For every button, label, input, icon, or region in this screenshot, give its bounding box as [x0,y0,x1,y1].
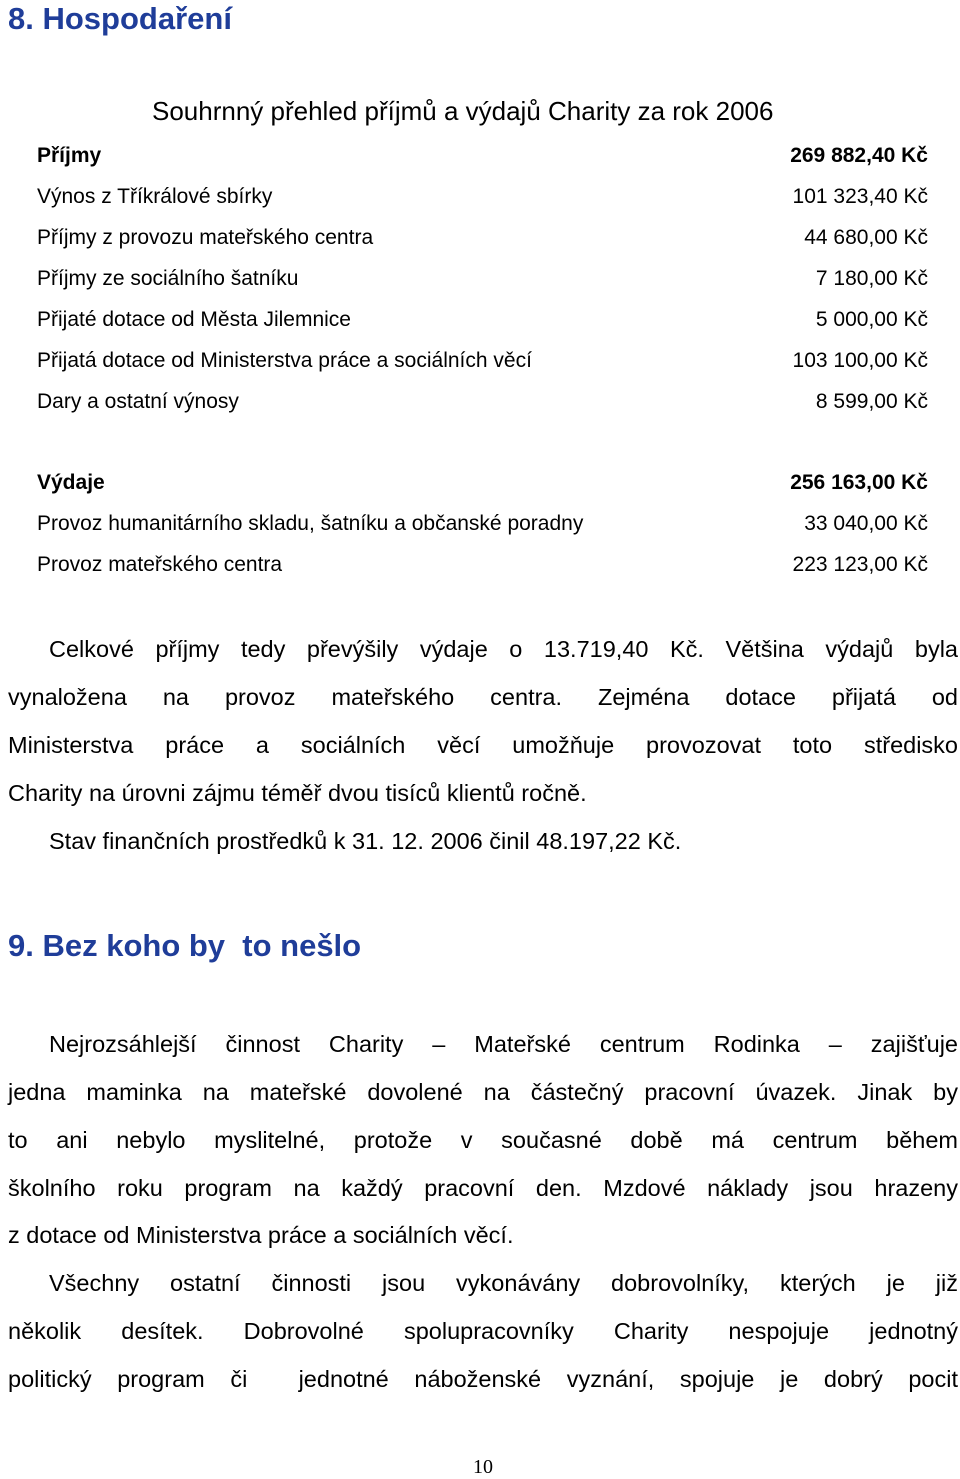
income-row-value: 44 680,00 Kč [804,226,928,249]
expenses-row-value: 223 123,00 Kč [792,553,928,576]
paragraph-line: Nejrozsáhlejší činnost Charity – Mateřské centrum Rodinka – zajišťuje [49,1031,958,1057]
paragraph-line: politický program či jednotné náboženské vyznání, spojuje je dobrý pocit [8,1366,958,1392]
income-row-value: 8 599,00 Kč [815,390,928,413]
expenses-row-value: 33 040,00 Kč [804,512,928,535]
summary-title: Souhrnný přehled příjmů a výdajů Charity za rok 2006 [152,96,774,126]
income-row-label: Dary a ostatní výnosy [37,390,239,413]
paragraph-line: několik desítek. Dobrovolné spolupracovníky Charity nespojuje jednotný [8,1318,958,1344]
income-label: Příjmy [37,144,102,167]
income-row-value: 5 000,00 Kč [815,308,928,331]
income-row-value: 103 100,00 Kč [792,349,928,372]
page-number: 10 [473,1456,493,1478]
income-row-label: Přijatá dotace od Ministerstva práce a sociálních věcí [37,349,532,372]
expenses-label: Výdaje [37,471,105,494]
paragraph-line: Všechny ostatní činnosti jsou vykonávány dobrovolníky, kterých je již [49,1270,958,1296]
paragraph-line: Ministerstva práce a sociálních věcí umožňuje provozovat toto středisko [8,732,958,758]
paragraph-line: jedna maminka na mateřské dovolené na částečný pracovní úvazek. Jinak by [8,1079,958,1105]
paragraph-line: školního roku program na každý pracovní den. Mzdové náklady jsou hrazeny [8,1175,958,1201]
income-row-label: Příjmy z provozu mateřského centra [37,226,374,249]
expenses-total: 256 163,00 Kč [790,471,928,494]
paragraph-line: Charity na úrovni zájmu téměř dvou tisíců klientů ročně. [8,780,587,806]
section-heading-hospodareni: 8. Hospodaření [8,1,232,36]
income-total: 269 882,40 Kč [790,144,928,167]
income-row-value: 7 180,00 Kč [815,267,928,290]
income-row-label: Přijaté dotace od Města Jilemnice [37,308,351,331]
balance-line: Stav finančních prostředků k 31. 12. 2006 činil 48.197,22 Kč. [49,828,682,854]
expenses-row-label: Provoz mateřského centra [37,553,283,576]
expenses-row-label: Provoz humanitárního skladu, šatníku a občanské poradny [37,512,584,535]
paragraph-line: z dotace od Ministerstva práce a sociálních věcí. [8,1222,514,1248]
paragraph-line: vynaložena na provoz mateřského centra. Zejména dotace přijatá od [8,684,958,710]
income-row-label: Výnos z Tříkrálové sbírky [37,185,273,208]
paragraph-line: Celkové příjmy tedy převýšily výdaje o 13.719,40 Kč. Většina výdajů byla [49,636,958,662]
income-row-label: Příjmy ze sociálního šatníku [37,267,299,290]
paragraph-line: to ani nebylo myslitelné, protože v současné době má centrum během [8,1127,958,1153]
income-row-value: 101 323,40 Kč [792,185,928,208]
section-heading-bez-koho: 9. Bez koho by to nešlo [8,928,362,963]
